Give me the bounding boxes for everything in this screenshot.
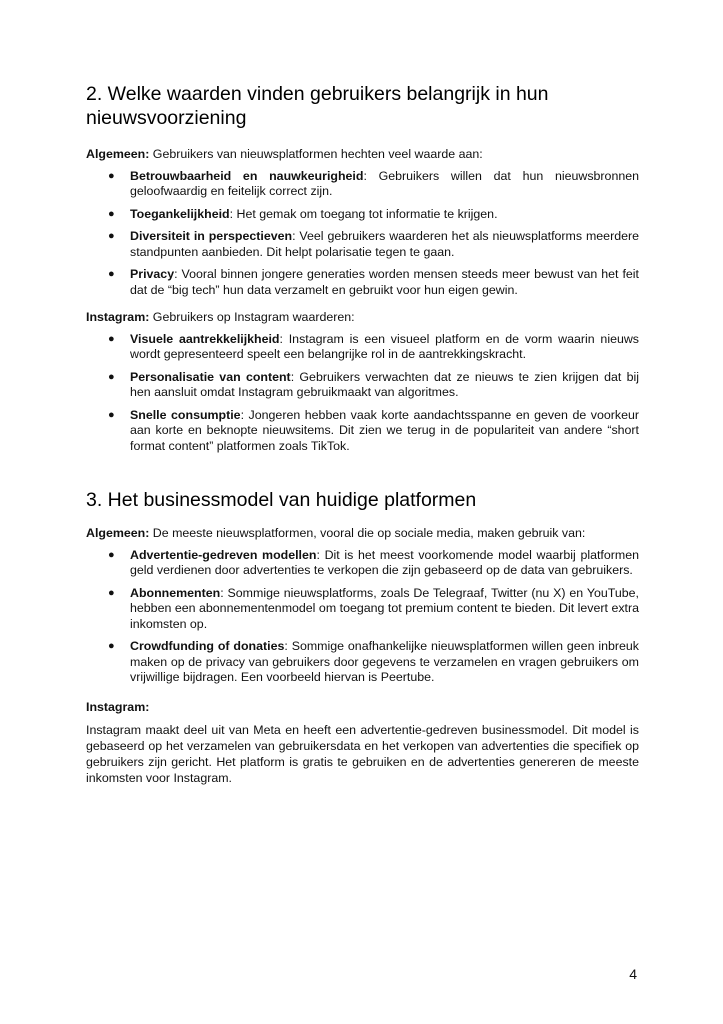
instagram-label: Instagram: [86,310,150,324]
section-2-general-intro [86,147,639,163]
section-2-instagram-list [86,332,639,455]
list-item-text: : Het gemak om toegang tot informatie te krijgen. [229,206,498,221]
list-item-text: : Gebruikers willen dat hun nieuwsbronnen geloofwaardig en feitelijk correct zijn. [130,168,640,198]
list-item [86,332,639,363]
section-3-heading: 3. Het businessmodel van huidige platformen [86,489,477,511]
general-intro-text: Gebruikers van nieuwsplatformen hechten veel waarde aan: [149,147,483,161]
bullet-icon: ● [108,332,115,345]
list-item-term: Visuele aantrekkelijkheid [130,331,280,346]
list-item-term: Privacy [130,267,175,281]
list-item [86,267,639,298]
section-3-instagram-label: Instagram: [86,699,150,714]
list-item [86,639,639,686]
list-item-term: Personalisatie van content [130,369,291,384]
bullet-icon: ● [108,268,115,280]
list-item [86,408,639,455]
section-2-instagram-intro [86,310,639,326]
bullet-icon: ● [108,169,115,182]
section-2-general-list [86,169,639,299]
bullet-icon: ● [108,640,115,652]
bullet-icon: ● [108,408,115,421]
general-intro-text: De meeste nieuwsplatformen, vooral die op sociale media, maken gebruik van: [149,526,586,540]
list-item-term: Abonnementen [130,585,221,600]
list-item-text: : Vooral binnen jongere generaties worden mensen steeds meer bewust van het feit dat de “big tech” hun data verzamelt en gebruikt voor hun eigen gewin. [130,267,639,297]
general-label: Algemeen: [86,147,150,161]
section-3-general-list [86,548,639,686]
bullet-icon: ● [108,207,115,220]
list-item [86,169,639,200]
section-3-general-intro [86,526,639,542]
page-content [86,82,639,786]
list-item-text: : Sommige nieuwsplatforms, zoals De Telegraaf, Twitter (nu X) en YouTube, hebben een abonnementenmodel om toegang tot premium content te bieden. Dit levert extra inkomsten op. [130,585,639,631]
list-item-text: : Jongeren hebben vaak korte aandachtsspanne en geven de voorkeur aan korte en beknopte nieuwsitems. Dit zien we terug in de populariteit van andere “short format content” platformen zoals TikTok. [130,407,639,453]
list-item-term: Diversiteit in perspectieven [130,229,293,243]
section-3-instagram-paragraph: Instagram maakt deel uit van Meta en heeft een advertentie-gedreven businessmodel. Dit model is gebaseerd op het verzamelen van gebruikersdata en het verkopen van advertenties die specifiek op gebruikers zijn gericht. Het platform is gratis te gebruiken en de advertenties genereren de meeste inkomsten voor Instagram. [86,723,639,785]
list-item-term: Toegankelijkheid [130,206,230,221]
page-number: 4 [629,966,637,982]
section-2-heading: 2. Welke waarden vinden gebruikers belangrijk in hun nieuwsvoorziening [86,83,549,129]
list-item [86,229,639,260]
general-label: Algemeen: [86,526,150,540]
list-item-text: : Veel gebruikers waarderen het als nieuwsplatforms meerdere standpunten aanbieden. Dit helpt polarisatie tegen te gaan. [130,229,639,259]
list-item [86,586,639,633]
list-item-text: : Instagram is een visueel platform en de vorm waarin nieuws wordt gepresenteerd speelt een belangrijke rol in de aantrekkingskracht. [130,331,640,361]
list-item [86,548,639,579]
list-item [86,207,639,223]
list-item-term: Snelle consumptie [130,407,241,422]
bullet-icon: ● [108,548,115,561]
bullet-icon: ● [108,586,115,599]
instagram-intro-text: Gebruikers op Instagram waarderen: [149,310,355,324]
bullet-icon: ● [108,230,115,242]
list-item-term: Betrouwbaarheid en nauwkeurigheid [130,168,364,183]
list-item-text: : Gebruikers verwachten dat ze nieuws te zien krijgen dat bij hen aansluit omdat Instagram gebruikmaakt van algoritmes. [130,369,639,399]
list-item [86,370,639,401]
list-item-term: Crowdfunding of donaties [130,639,285,653]
bullet-icon: ● [108,370,115,383]
list-item-term: Advertentie-gedreven modellen [130,547,317,562]
list-item-text: : Dit is het meest voorkomende model waarbij platformen geld verdienen door advertenties te verkopen die zijn gebaseerd op de data van gebruikers. [130,547,639,577]
list-item-text: : Sommige onafhankelijke nieuwsplatformen willen geen inbreuk maken op de privacy van gebruikers door gegevens te verzamelen en vragen gebruikers om vrijwillige bijdragen. Een voorbeeld hiervan is Peertube. [130,639,639,684]
